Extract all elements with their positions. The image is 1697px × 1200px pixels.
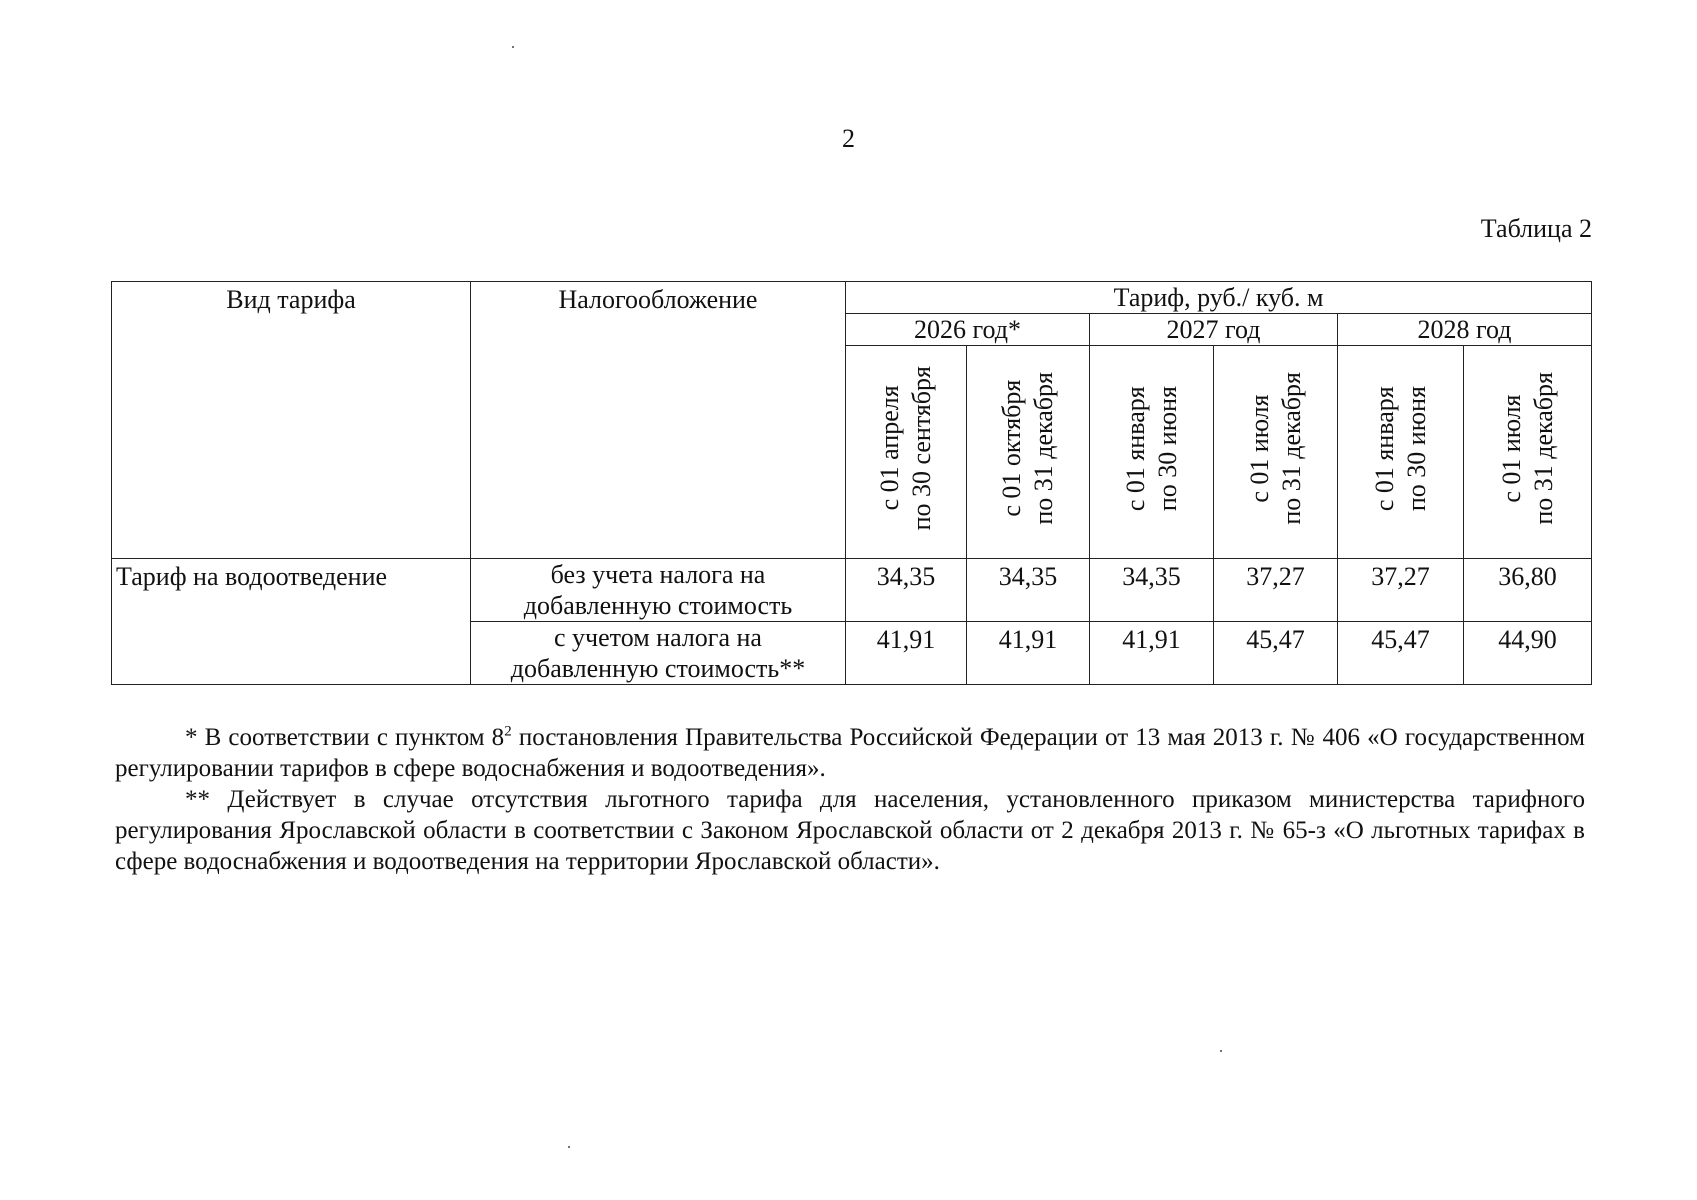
period-line: по 30 июня [1152,385,1182,512]
value-cell: 41,91 [967,622,1090,685]
tax-line: без учета налога на [550,560,766,589]
value-cell: 34,35 [846,559,967,622]
header-period [1214,346,1338,559]
period-line: с 01 апреля [875,385,904,512]
period-line: с 01 октября [997,380,1026,517]
header-period [1464,346,1592,559]
header-period [846,346,967,559]
footnote-2: ** Действует в случае отсутствия льготного тарифа для населения, установленного приказом министерства тарифного регулирования Ярославской области в соответствии с Законом Ярославской области от 2 декабря 2013 г. № 65-з «О льготных тарифах в сфере водоснабжения и водоотведения на территории Ярославской области». [115,786,1585,875]
scan-speck [568,1146,570,1148]
period-line: по 30 июня [1401,385,1431,512]
value-cell: 45,47 [1338,622,1464,685]
value-cell: 34,35 [967,559,1090,622]
scan-speck [1220,1050,1222,1052]
period-line: по 30 сентября [907,366,936,531]
footnote-superscript: 2 [504,723,512,740]
table-row [112,559,1592,622]
page-number: 2 [842,124,855,153]
header-period [967,346,1090,559]
header-period [1338,346,1464,559]
period-line: с 01 июля [1244,394,1274,503]
value-cell: 37,27 [1338,559,1464,622]
header-year-2027: 2027 год [1090,314,1338,346]
value-cell: 36,80 [1464,559,1592,622]
header-period [1090,346,1214,559]
value-cell: 34,35 [1090,559,1214,622]
header-row-group [112,282,1592,314]
scan-speck [512,46,514,48]
tax-line: с учетом налога на [554,623,762,652]
header-year-2026: 2026 год* [846,314,1090,346]
period-line: по 31 декабря [1276,372,1306,525]
tax-line: добавленную стоимость** [510,654,806,683]
value-cell: 37,27 [1214,559,1338,622]
tax-cell [471,559,846,622]
row-label-tariff: Тариф на водоотведение [112,559,471,685]
value-cell: 41,91 [1090,622,1214,685]
header-tariff-group: Тариф, руб./ куб. м [846,282,1592,314]
tax-line: добавленную стоимость [523,591,793,620]
period-line: по 31 декабря [1528,372,1558,525]
footnote-1 [115,722,1585,784]
footnotes [115,722,1585,877]
header-tariff-type: Вид тарифа [112,282,471,559]
period-line: с 01 января [1120,386,1150,511]
tariff-table [111,281,1592,685]
tax-cell [471,622,846,685]
header-taxation: Налогообложение [471,282,846,559]
table-caption: Таблица 2 [1480,214,1592,243]
period-line: по 31 декабря [1029,372,1058,525]
value-cell: 44,90 [1464,622,1592,685]
value-cell: 41,91 [846,622,967,685]
period-line: с 01 июля [1496,394,1526,503]
header-year-2028: 2028 год [1338,314,1592,346]
period-line: с 01 января [1369,386,1399,511]
value-cell: 45,47 [1214,622,1338,685]
footnote-text: постановления Правительства Российской Федерации от 13 мая 2013 г. № 406 «О государственном регулировании тарифов в сфере водоснабжения и водоотведения». [115,724,1585,782]
footnote-text: * В соответствии с пунктом 8 [185,724,505,751]
